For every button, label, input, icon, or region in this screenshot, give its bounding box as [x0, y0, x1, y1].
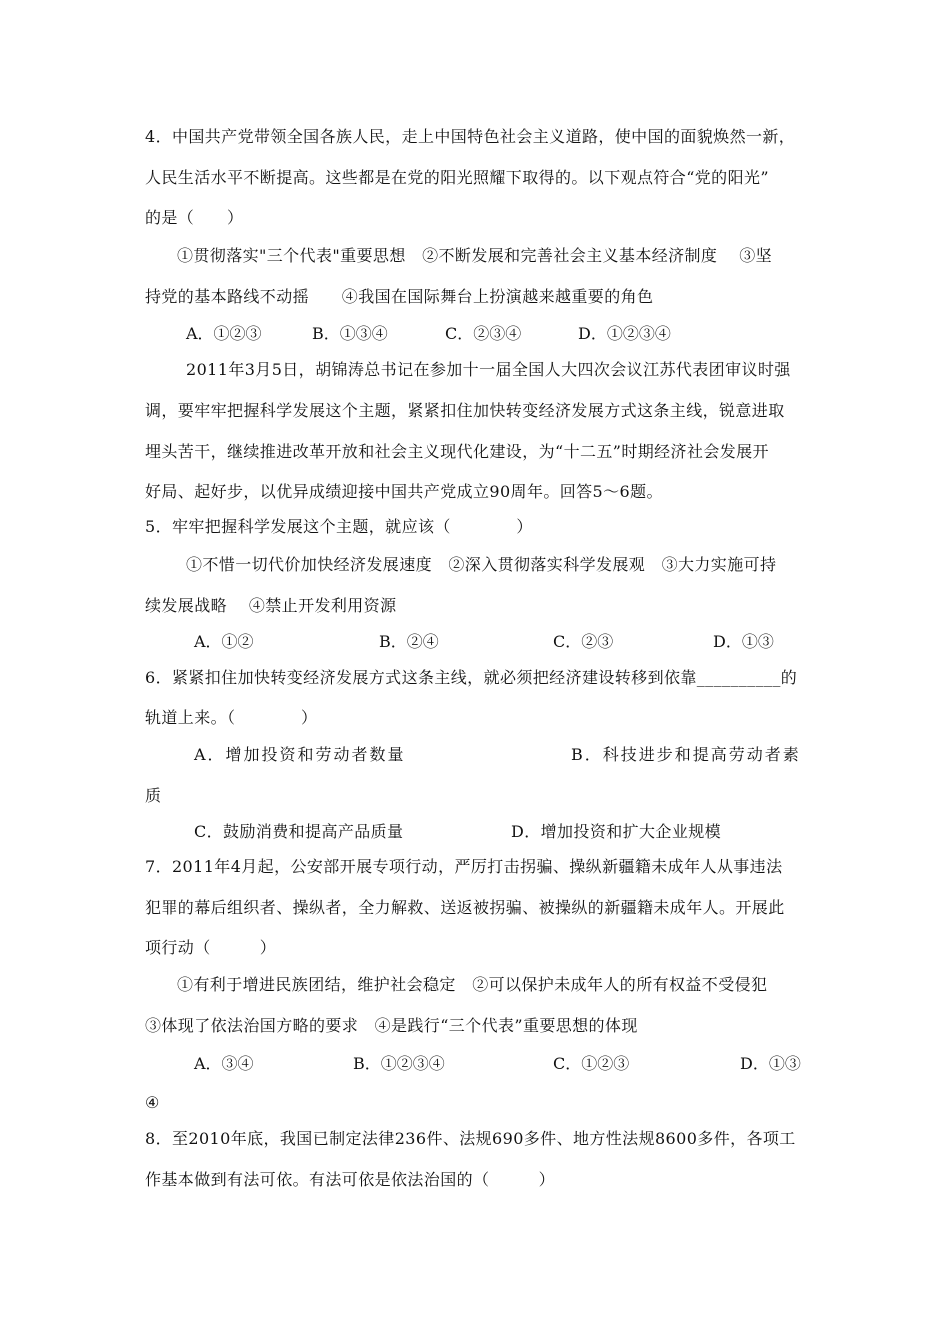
q6-option-b-continued: 质 [145, 786, 162, 805]
q4-option-b: B．①③④ [312, 324, 388, 343]
q4-line-3: 的是（ ） [145, 208, 244, 227]
q5-statement-line-1: ①不惜一切代价加快经济发展速度 ②深入贯彻落实科学发展观 ③大力实施可持 [186, 555, 777, 574]
q6-line-1: 6．紧紧扣住加快转变经济发展方式这条主线，就必须把经济建设转移到依靠__________的 [145, 668, 798, 687]
q6-option-c: C．鼓励消费和提高产品质量 [194, 822, 404, 841]
q4-line-1: 4．中国共产党带领全国各族人民，走上中国特色社会主义道路，使中国的面貌焕然一新， [145, 127, 796, 146]
q4-statement-line-2: 持党的基本路线不动摇 ④我国在国际舞台上扮演越来越重要的角色 [145, 287, 654, 306]
q5-line-1: 5．牢牢把握科学发展这个主题，就应该（ ） [145, 517, 533, 536]
q6-line-2: 轨道上来。（ ） [145, 708, 318, 727]
q7-line-2: 犯罪的幕后组织者、操纵者，全力解救、送返被拐骗、被操纵的新疆籍未成年人。开展此 [145, 898, 785, 917]
q4-line-2: 人民生活水平不断提高。这些都是在党的阳光照耀下取得的。以下观点符合“党的阳光” [145, 168, 769, 187]
q7-option-c: C．①②③ [553, 1054, 630, 1073]
q8-line-1: 8．至2010年底，我国已制定法律236件、法规690多件、地方性法规8600多件，各项工 [145, 1129, 796, 1148]
q4-option-c: C．②③④ [445, 324, 522, 343]
passage-line-1: 2011年3月5日，胡锦涛总书记在参加十一届全国人大四次会议江苏代表团审议时强 [186, 360, 791, 379]
q4-option-a: A．①②③ [186, 324, 262, 343]
passage-line-2: 调，要牢牢把握科学发展这个主题，紧紧扣住加快转变经济发展方式这条主线，锐意进取 [145, 401, 785, 420]
q7-option-d: D．①③ [740, 1054, 801, 1073]
q7-option-d-continued: ④ [145, 1093, 160, 1112]
q7-line-1: 7．2011年4月起，公安部开展专项行动，严厉打击拐骗、操纵新疆籍未成年人从事违法 [145, 857, 783, 876]
q5-option-b: B．②④ [379, 632, 439, 651]
passage-line-3: 埋头苦干，继续推进改革开放和社会主义现代化建设，为“十二五”时期经济社会发展开 [145, 442, 769, 461]
q6-option-d: D．增加投资和扩大企业规模 [511, 822, 722, 841]
q7-statement-line-2: ③体现了依法治国方略的要求 ④是践行“三个代表”重要思想的体现 [145, 1016, 638, 1035]
q5-option-a: A．①② [194, 632, 254, 651]
q4-statement-line-1: ①贯彻落实"三个代表"重要思想 ②不断发展和完善社会主义基本经济制度 ③坚 [177, 246, 773, 265]
passage-line-4: 好局、起好步，以优异成绩迎接中国共产党成立90周年。回答5～6题。 [145, 482, 663, 501]
q4-option-d: D．①②③④ [578, 324, 671, 343]
q7-option-b: B．①②③④ [353, 1054, 445, 1073]
q8-line-2: 作基本做到有法可依。有法可依是依法治国的（ ） [145, 1170, 556, 1189]
q6-option-a: A．增加投资和劳动者数量 [194, 745, 406, 764]
q5-statement-line-2: 续发展战略 ④禁止开发利用资源 [145, 596, 397, 615]
q6-option-b: B．科技进步和提高劳动者素 [571, 745, 801, 764]
q5-option-d: D．①③ [713, 632, 774, 651]
q7-line-3: 项行动（ ） [145, 938, 277, 957]
q5-option-c: C．②③ [553, 632, 614, 651]
q7-option-a: A．③④ [194, 1054, 254, 1073]
q7-statement-line-1: ①有利于增进民族团结，维护社会稳定 ②可以保护未成年人的所有权益不受侵犯 [177, 975, 768, 994]
